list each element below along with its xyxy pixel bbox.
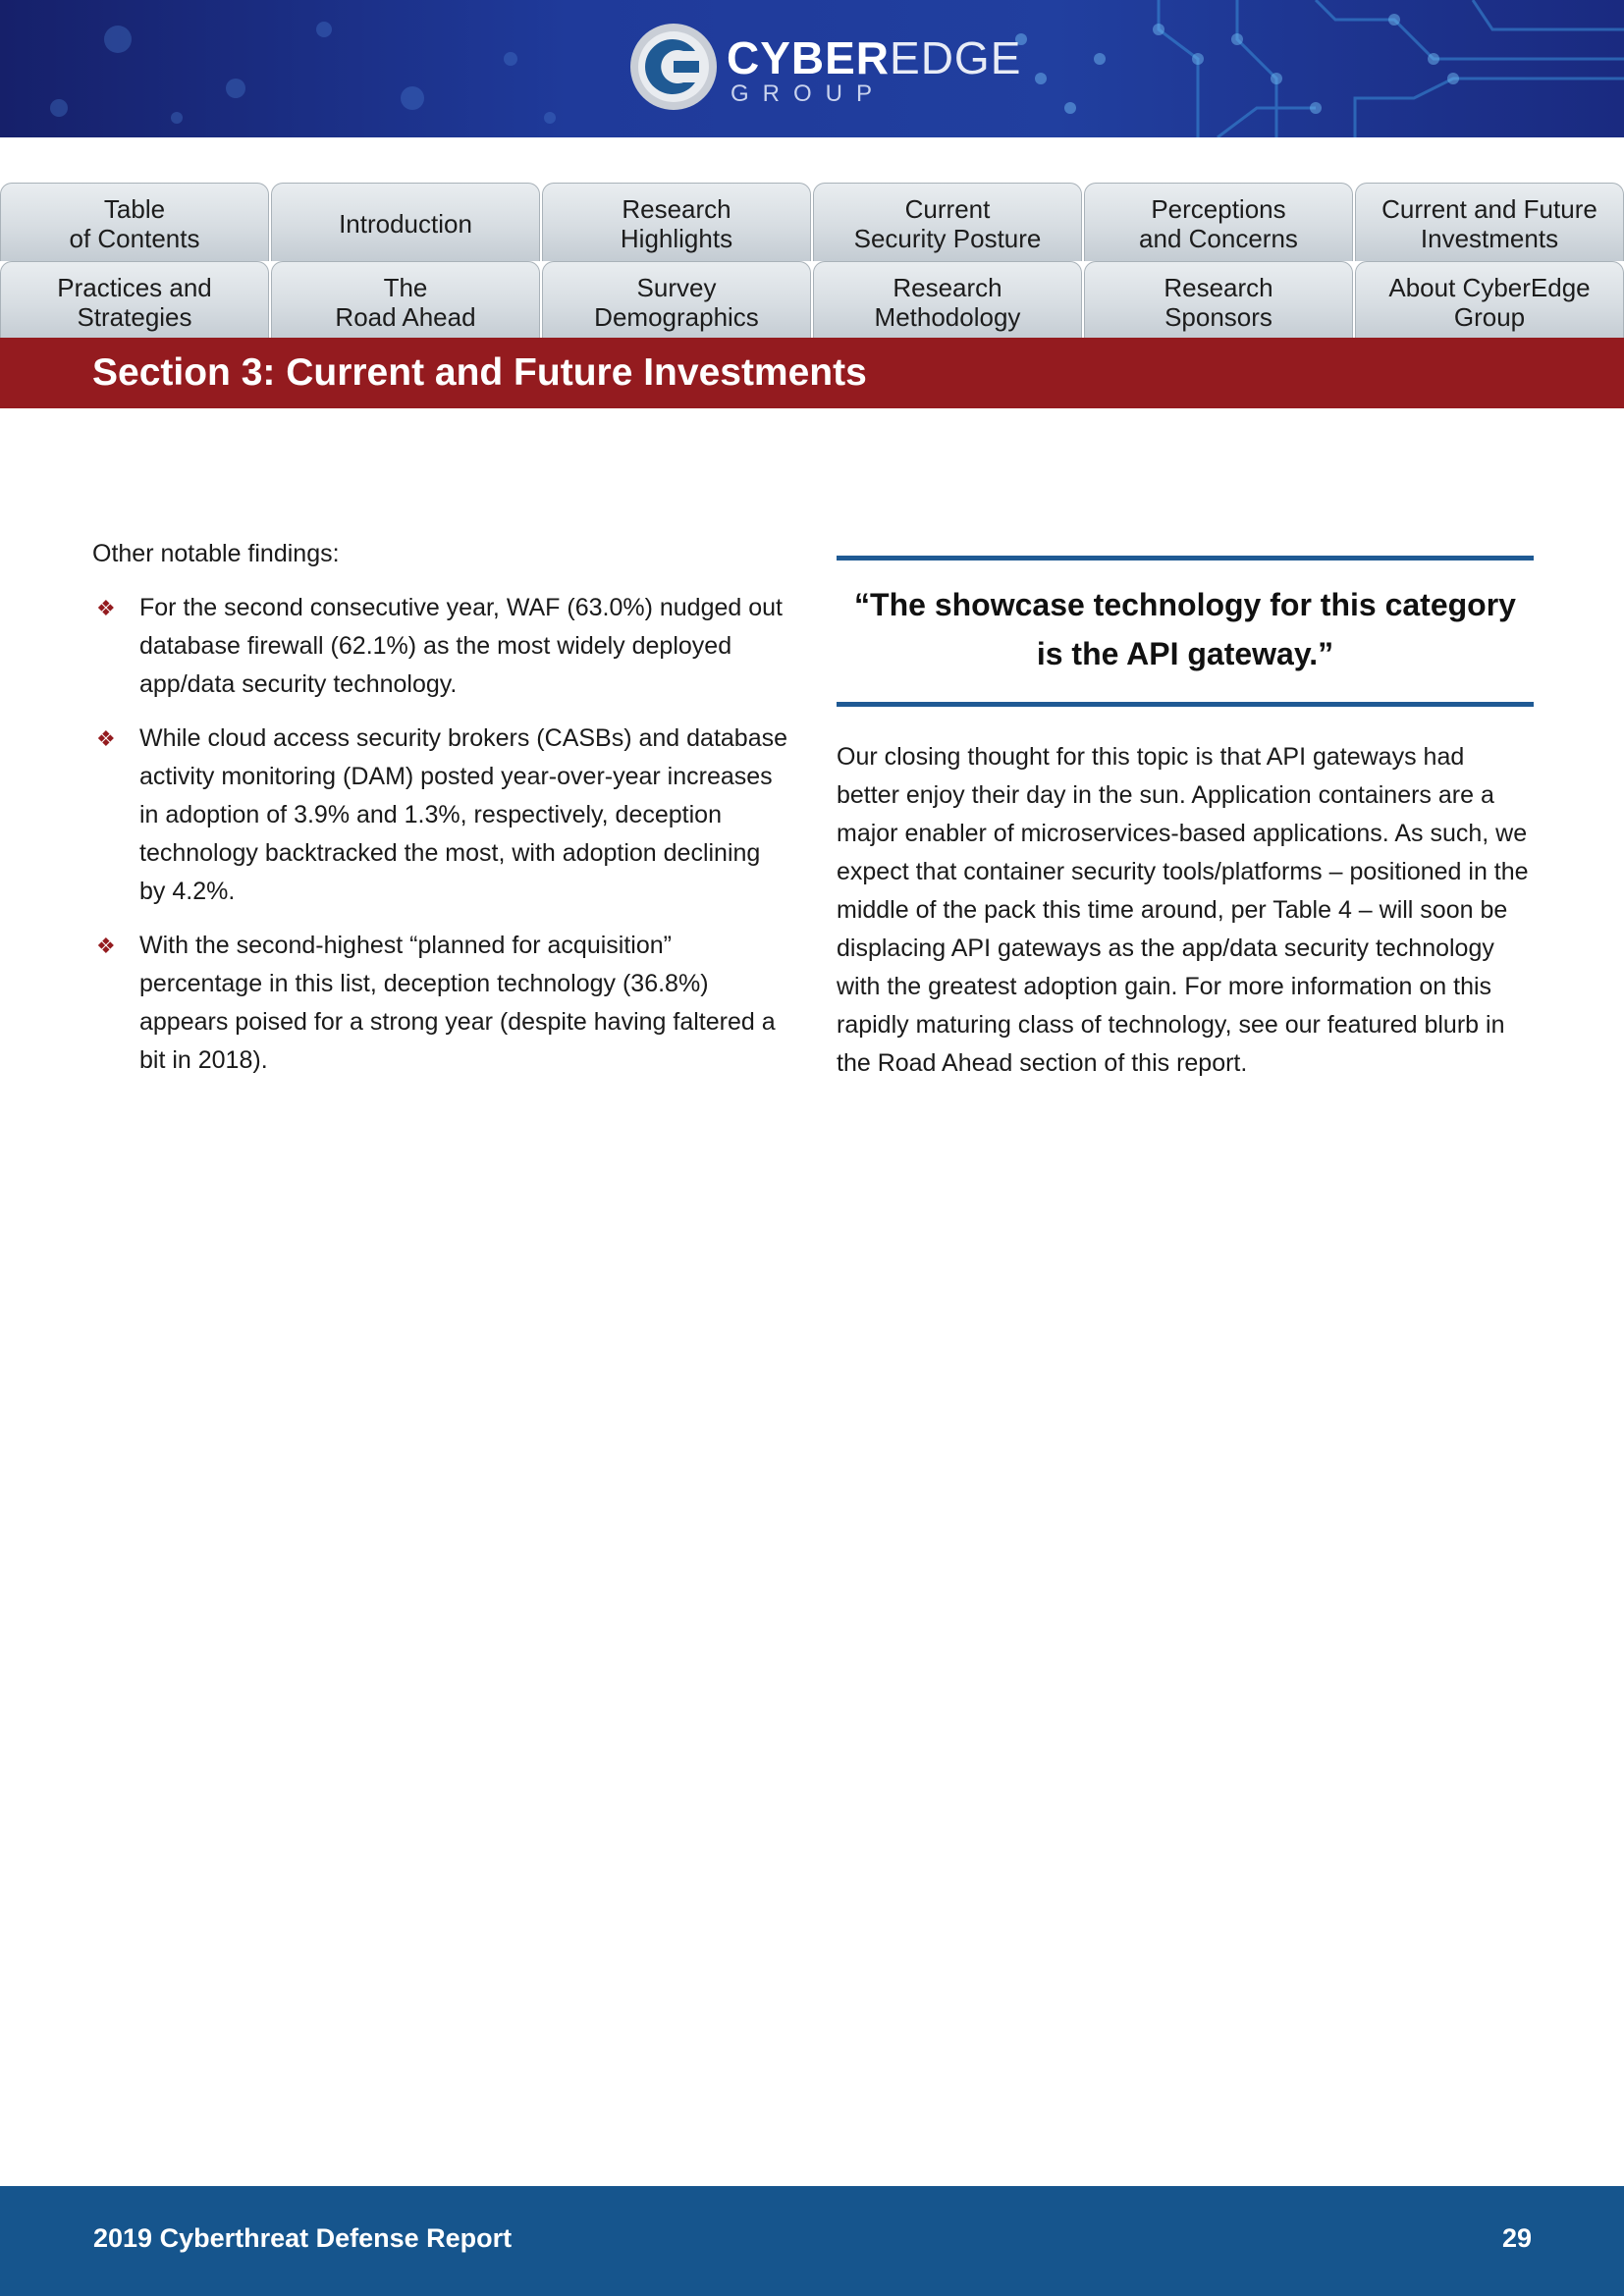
page-number: 29 [1501, 2223, 1532, 2253]
tab-research-sponsors[interactable]: Research Sponsors [1084, 261, 1353, 340]
findings-intro: Other notable findings: [92, 540, 340, 567]
pull-quote-line-2: is the API gateway.” [1036, 636, 1334, 671]
tab-research-methodology[interactable]: Research Methodology [813, 261, 1082, 340]
logo-wordmark: CYBEREDGE [727, 32, 1022, 83]
pull-quote-line-1: “The showcase technology for this category [854, 587, 1516, 622]
tab-current-and-future-investments[interactable]: Current and Future Investments [1355, 183, 1624, 261]
tab-the-road-ahead[interactable]: The Road Ahead [271, 261, 540, 340]
diamond-bullet-icon: ❖ [96, 934, 116, 958]
tab-current-security-posture[interactable]: Current Security Posture [813, 183, 1082, 261]
section-title: Section 3: Current and Future Investments [92, 351, 867, 394]
closing-paragraph: Our closing thought for this topic is that API gateways had better enjoy their day in the sun. Application containers are a major enabler of microservices-based applications. As such, we expect that container security tools/platforms – positioned in the middle of the pack this time around, per Table 4 – will soon be displacing API gateways as the app/data security technology with the greatest adoption gain. For more information on this rapidly maturing class of technology, see our featured blurb in the Road Ahead section of this report. [837, 743, 1529, 1077]
navigation-tabs [0, 183, 1624, 340]
diamond-bullet-icon: ❖ [96, 726, 116, 751]
tab-introduction[interactable]: Introduction [271, 183, 540, 261]
page-footer [0, 2186, 1624, 2296]
left-column [92, 536, 791, 1095]
report-title: 2019 Cyberthreat Defense Report [93, 2223, 513, 2253]
nav-row-1 [0, 183, 1624, 261]
list-item [92, 927, 791, 1080]
header-banner [0, 0, 1624, 137]
cyberedge-logo[interactable] [628, 22, 1022, 116]
finding-text: For the second consecutive year, WAF (63.0%) nudged out database firewall (62.1%) as the most widely deployed app/data security technology. [139, 594, 783, 698]
tab-table-of-contents[interactable]: Table of Contents [0, 183, 269, 261]
tab-survey-demographics[interactable]: Survey Demographics [542, 261, 811, 340]
list-item [92, 720, 791, 911]
finding-text: While cloud access security brokers (CASBs) and database activity monitoring (DAM) posted year-over-year increases in adoption of 3.9% and 1.3%, respectively, deception technology backtracked the most, with adoption declining by 4.2%. [139, 724, 788, 905]
pull-quote [837, 556, 1534, 707]
right-column [837, 556, 1534, 1083]
finding-text: With the second-highest “planned for acquisition” percentage in this list, deception technology (36.8%) appears poised for a strong year (despite having faltered a bit in 2018). [139, 932, 776, 1074]
findings-list [92, 589, 791, 1080]
diamond-bullet-icon: ❖ [96, 596, 116, 620]
tab-research-highlights[interactable]: Research Highlights [542, 183, 811, 261]
list-item [92, 589, 791, 704]
logo-subtitle: GROUP [731, 80, 887, 107]
tab-practices-and-strategies[interactable]: Practices and Strategies [0, 261, 269, 340]
nav-row-2 [0, 261, 1624, 340]
tab-about-cyberedge-group[interactable]: About CyberEdge Group [1355, 261, 1624, 340]
cyberedge-logo-icon [628, 22, 719, 112]
tab-perceptions-and-concerns[interactable]: Perceptions and Concerns [1084, 183, 1353, 261]
section-header-bar [0, 338, 1624, 408]
